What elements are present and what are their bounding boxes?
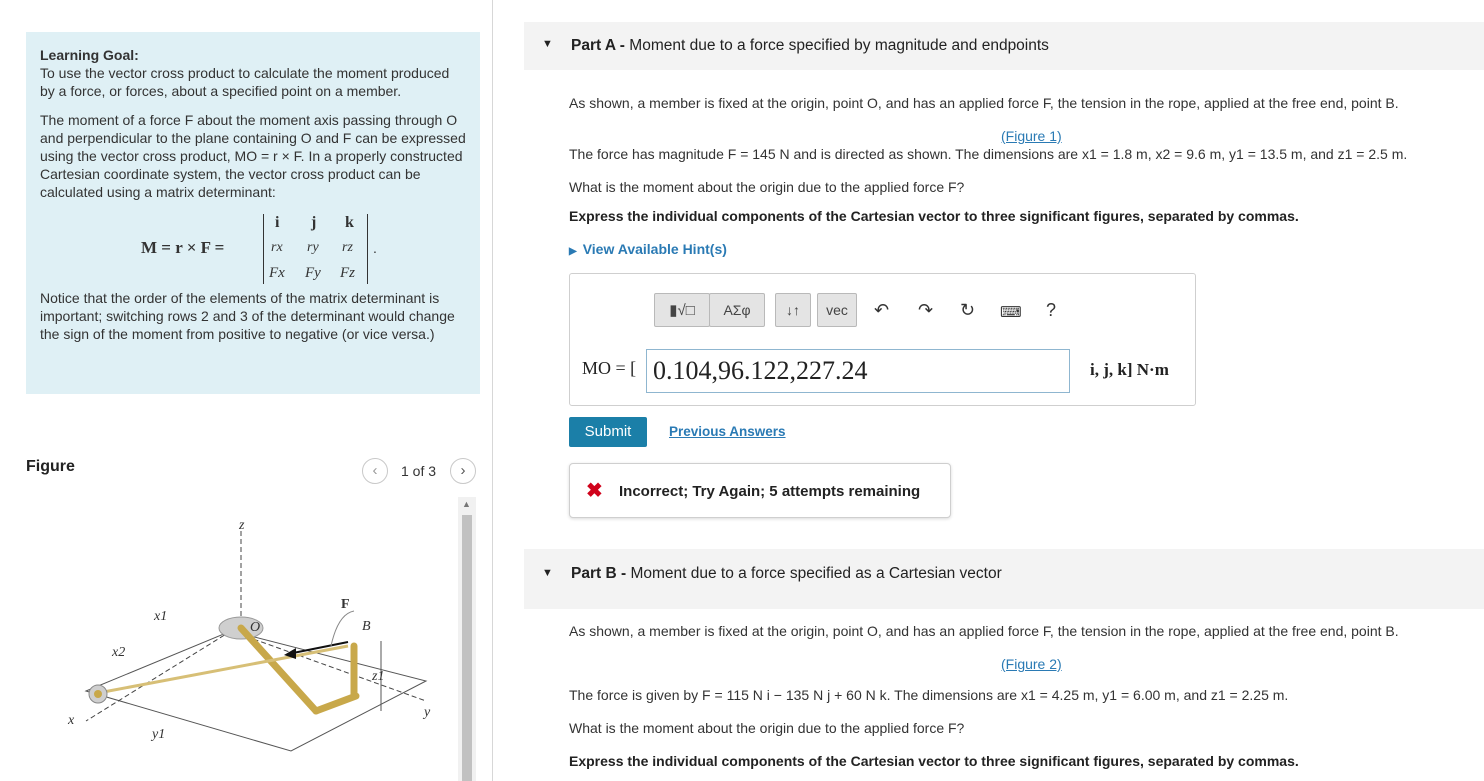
figure-scrollbar[interactable] xyxy=(458,497,476,781)
greek-button[interactable]: ΑΣφ xyxy=(709,293,765,327)
matrix-ry: ry xyxy=(307,240,319,255)
y-axis-line xyxy=(231,631,426,701)
templates-icon: ▮√□ xyxy=(669,302,695,319)
caret-down-icon: ▼ xyxy=(542,567,553,579)
figure-2-link[interactable]: (Figure 2) xyxy=(1001,656,1062,672)
caret-down-icon: ▼ xyxy=(542,38,553,50)
feedback-box xyxy=(569,463,951,518)
answer-units: i, j, k] N·m xyxy=(1090,360,1169,379)
answer-input[interactable]: 0.104,96.122,227.24 xyxy=(646,349,1070,393)
part-b-label: Part B - xyxy=(571,565,627,582)
scroll-up-arrow-icon[interactable]: ▲ xyxy=(462,499,471,509)
part-a-header[interactable] xyxy=(524,22,1484,70)
part-b-header[interactable] xyxy=(524,549,1484,609)
view-hints-label: View Available Hint(s) xyxy=(582,241,727,257)
member-diagram xyxy=(26,496,456,781)
learning-goal-text: To use the vector cross product to calculate the moment produced by a force, or forces, about a specified point on a member. xyxy=(40,65,450,99)
chevron-left-icon: ‹ xyxy=(372,462,378,479)
matrix-bar-left xyxy=(263,214,264,284)
learning-goal-heading: Learning Goal: xyxy=(40,47,139,63)
undo-icon[interactable]: ↶ xyxy=(874,300,890,320)
caret-right-icon: ▶ xyxy=(569,246,577,257)
x-label: x xyxy=(68,713,75,728)
figure-title: Figure xyxy=(26,458,75,475)
chevron-right-icon: › xyxy=(460,462,466,479)
x-axis-line xyxy=(86,631,231,721)
o-label: O xyxy=(250,620,261,635)
y-label: y xyxy=(424,705,431,720)
matrix-rz: rz xyxy=(342,240,353,255)
y1-label: y1 xyxy=(152,727,166,742)
incorrect-x-icon: ✖ xyxy=(586,480,603,502)
help-button[interactable]: ? xyxy=(1046,300,1057,320)
f-label: F xyxy=(341,597,350,612)
matrix-j: j xyxy=(311,214,317,231)
matrix-period: . xyxy=(373,240,377,256)
matrix-bar-right xyxy=(367,214,368,284)
matrix-note-paragraph: Notice that the order of the elements of the matrix determinant is important; switching rows 2 and 3 of the determinant would change the sign of the moment from positive to negative (or vice versa.) xyxy=(40,290,455,342)
figure-1-link[interactable]: (Figure 1) xyxy=(1001,128,1062,144)
sort-button[interactable]: ↓↑ xyxy=(775,293,811,327)
rope-anchor-ring xyxy=(94,690,102,698)
force-arc xyxy=(331,611,354,646)
part-a-label: Part A - xyxy=(571,37,625,54)
part-a-question: What is the moment about the origin due to the applied force F? xyxy=(569,179,965,195)
rope xyxy=(98,646,348,693)
member-rod-1 xyxy=(241,628,316,711)
figure-counter: 1 of 3 xyxy=(401,463,437,479)
member-rod-2 xyxy=(316,696,356,711)
learning-goal-box xyxy=(26,32,480,394)
part-b-question: What is the moment about the origin due to the applied force F? xyxy=(569,720,965,736)
matrix-k: k xyxy=(345,214,354,231)
part-b-intro: As shown, a member is fixed at the origin, point O, and has an applied force F, the tension in the rope, applied at the free end, point B. xyxy=(569,623,1399,639)
matrix-rx: rx xyxy=(271,240,283,255)
figure-prev-button[interactable] xyxy=(362,458,388,484)
part-a-intro: As shown, a member is fixed at the origin, point O, and has an applied force F, the tension in the rope, applied at the free end, point B. xyxy=(569,95,1399,111)
part-b-title: Moment due to a force specified as a Cartesian vector xyxy=(630,565,1002,582)
scrollbar-thumb[interactable] xyxy=(462,515,472,781)
reset-icon[interactable]: ↻ xyxy=(960,300,976,320)
templates-button[interactable] xyxy=(654,293,710,327)
learning-goal-intro xyxy=(40,46,466,100)
matrix-i: i xyxy=(275,214,280,231)
answer-label: MO = [ xyxy=(582,358,637,378)
cross-product-paragraph: The moment of a force F about the moment axis passing through O and perpendicular to the plane containing O and F can be expressed using the vector cross product, MO = r × F. In a properly constructed Cartesian coordinate system, the vector cross product can be calculated using a matrix determinant: xyxy=(40,112,466,200)
matrix-fz: Fz xyxy=(340,265,355,281)
b-label: B xyxy=(362,619,371,634)
view-hints-toggle[interactable] xyxy=(569,241,727,257)
keyboard-icon[interactable]: ⌨ xyxy=(1000,304,1022,321)
figure-next-button[interactable] xyxy=(450,458,476,484)
z1-label: z1 xyxy=(372,669,385,684)
part-b-givens: The force is given by F = 115 N i − 135 N j + 60 N k. The dimensions are x1 = 4.25 m, y1 = 6.00 m, and z1 = 2.25 m. xyxy=(569,687,1289,703)
part-a-title: Moment due to a force specified by magnitude and endpoints xyxy=(629,37,1049,54)
figure-image xyxy=(26,496,456,781)
matrix-fx: Fx xyxy=(269,265,285,281)
submit-button[interactable]: Submit xyxy=(569,417,647,447)
part-a-givens: The force has magnitude F = 145 N and is directed as shown. The dimensions are x1 = 1.8 m, x2 = 9.6 m, y1 = 13.5 m, and z1 = 2.5 m. xyxy=(569,146,1408,162)
feedback-message: Incorrect; Try Again; 5 attempts remaining xyxy=(619,483,921,500)
matrix-fy: Fy xyxy=(305,265,321,281)
left-panel xyxy=(0,0,493,781)
matrix-determinant xyxy=(40,212,466,286)
redo-icon[interactable]: ↷ xyxy=(918,300,934,320)
matrix-lhs: M = r × F = xyxy=(141,238,225,257)
x1-label: x1 xyxy=(154,609,168,624)
part-b-instruction: Express the individual components of the Cartesian vector to three significant figures, separated by commas. xyxy=(569,753,1299,769)
answer-box xyxy=(569,273,1196,406)
previous-answers-link[interactable]: Previous Answers xyxy=(669,424,786,439)
part-a-instruction: Express the individual components of the Cartesian vector to three significant figures, separated by commas. xyxy=(569,208,1299,224)
vec-button[interactable]: vec xyxy=(817,293,857,327)
x2-label: x2 xyxy=(112,645,126,660)
z-label: z xyxy=(239,518,245,533)
